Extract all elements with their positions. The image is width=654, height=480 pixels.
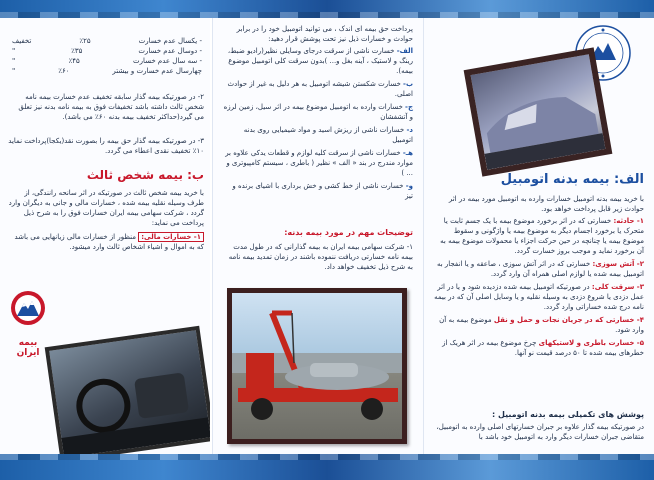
list-item: ب- خسارت شکستن شیشه اتومبیل به هر دلیل به غیر از حوادث اصلی. (227, 80, 413, 98)
extra-coverage-intro: پرداخت حق بیمه ای اندک ، می توانید اتومبیل خود را در برابر حوادث و خسارات ذیل نیز تحت پوشش قرار دهید: (236, 25, 413, 43)
third-party-body: با خرید بیمه شخص ثالث در صورتیکه در اثر سانحه رانندگی، از طرف وسیله نقلیه بیمه شده ، خسارات مالی و جانی به دیگران وارد گردد ، شرکت سهامی بیمه ایران خسارات فوق را به شرح ذیل پرداخت می نماید: (8, 189, 204, 227)
financial-damage-label: ۱- خسارات مالی: (138, 232, 204, 242)
list-item: ۳- سرقت کلی: در صورتیکه اتومبیل بیمه شده دزدیده شود و یا در اثر عمل دزدی یا شروع دزدی به وسیله نقلیه و یا وسایل اصلی آن که در بیمه نامه درج شده خساراتی وارد گردد. (434, 283, 644, 311)
bottom-wave-border (0, 454, 654, 480)
damaged-car-photo (464, 47, 613, 176)
discount-table (12, 36, 202, 76)
right-panel (424, 18, 654, 454)
list-item: ۲- آتش سوزی: خسارتی که در اثر آتش سوزی ، صاعقه و یا انفجار به اتومبیل بیمه شده یا لوازم اصلی همراه آن وارد گردد. (436, 260, 644, 278)
list-item: د- خسارات ناشی از ریزش اسید و مواد شیمیایی روی بدنه اتومبیل (243, 126, 413, 144)
list-item: ج- خسارات وارده به اتومبیل موضوع بیمه در اثر سیل، زمین لرزه و آتشفشان (223, 103, 413, 121)
damaged-car-icon (471, 54, 606, 169)
list-item: ۵- خسارت باطری و لاستیکهای چرخ موضوع بیمه در اثر هریک از خطرهای بیمه شده تا ۵۰ درصد قیمت نو آنها. (442, 339, 644, 357)
left-panel (0, 18, 210, 454)
logo-label: بیمه ایران (16, 338, 40, 358)
list-item: ۴- خسارتی که در جریان نجات و حمل و نقل موضوع بیمه به آن وارد شود. (439, 316, 644, 334)
body-insurance-intro: با خرید بیمه بدنه اتومبیل خسارات وارده به اتومبیل مورد بیمه در اثر حوادث زیر قابل پرداخت خواهد بود. (448, 195, 644, 213)
discount-row: چهارسال عدم خسارت و بیشتر ٪۶۰ " (12, 67, 202, 75)
supplementary-text: در صورتیکه بیمه گذار علاوه بر جبران خسارتهای اصلی وارده به اتومبیل، متقاضی جبران خسارات دیگر وارد به اتومبیل خود باشد با (436, 423, 644, 441)
discount-note-2: ۲- در صورتیکه بیمه گذار سابقه تخفیف عدم خسارت بیمه نامه شخص ثالث داشته باشد تخفیفات فوق به بیمه نامه بدنه نیز تعلق می گیرد(حداکثر تخفیف بیمه بدنه ۶۰٪ می باشد). (18, 93, 204, 121)
discount-row: - یکسال عدم خسارت ٪۲۵ تخفیف (12, 37, 202, 45)
supplementary-heading: پوشش های تکمیلی بیمه بدنه اتومبیل : (492, 410, 644, 419)
steering-wheel-icon (49, 330, 210, 454)
mountain-logo-icon (10, 288, 46, 332)
financial-damage-item (8, 232, 204, 252)
financial-damage-text: منظور از خسارات مالی زیانهایی می باشد که به اموال و اشیاء اشخاص ثالث وارد میشود. (14, 233, 204, 251)
list-item: الف- خسارت ناشی از سرقت درجای وسایلی نظیر(رادیو ضبط، رینگ و لاستیک ، آینه بغل و... )بدون سرقت کلی اتومبیل موضوع بیمه). (227, 47, 413, 75)
bime-iran-logo (10, 288, 46, 358)
note-1: ۱- شرکت سهامی بیمه ایران به بیمه گذارانی که در طول مدت بیمه نامه خسارتی دریافت ننموده باشند در زمان تمدید بیمه نامه به شرح ذیل تخفیف خواهد داد. (228, 243, 413, 271)
list-item: و- خسارت ناشی از خط کشی و خش برداری با اشیای برنده و تیز (232, 182, 413, 200)
coverage-list (434, 216, 644, 361)
body-insurance-heading: الف: بیمه بدنه اتومبیل (500, 172, 644, 187)
top-wave-border (0, 0, 654, 18)
third-party-heading: ب: بیمه شخص ثالث (86, 168, 204, 182)
list-item: ۱- حادثه: خسارتی که در اثر برخورد موضوع بیمه با یک جسم ثابت یا متحرک یا برخورد اجسام دیگر به موضوع بیمه یا واژگونی و سقوط موضوع بیمه یا چنانچه در حین حرکت اجزاء یا محمولات موضوع بیمه به آن برخورد نماید و موجب بروز خسارت گردد. (440, 217, 644, 255)
cash-discount-note: ۳- در صورتیکه بیمه گذار حق بیمه را بصورت نقد(یکجا)پرداخت نماید ۱۰٪ تخفیف نقدی اعطاء می گردد. (8, 137, 204, 155)
discount-row: - سه سال عدم خسارت ٪۴۵ " (12, 57, 202, 65)
discount-row: - دوسال عدم خسارت ٪۳۵ " (12, 47, 202, 55)
list-item: هـ- خسارات ناشی از سرقت کلیه لوازم و قطعات یدکی علاوه بر موارد مندرج در بند « الف » نظیر ( باطری ، سیستم کامپیوتری و ... ) (225, 149, 413, 177)
car-interior-photo (45, 326, 210, 454)
tow-truck-photo (227, 288, 407, 444)
middle-panel (212, 18, 424, 454)
extra-coverage-list (223, 46, 413, 204)
tow-truck-icon (232, 293, 402, 439)
notes-heading: توضیحات مهم در مورد بیمه بدنه: (284, 228, 413, 237)
